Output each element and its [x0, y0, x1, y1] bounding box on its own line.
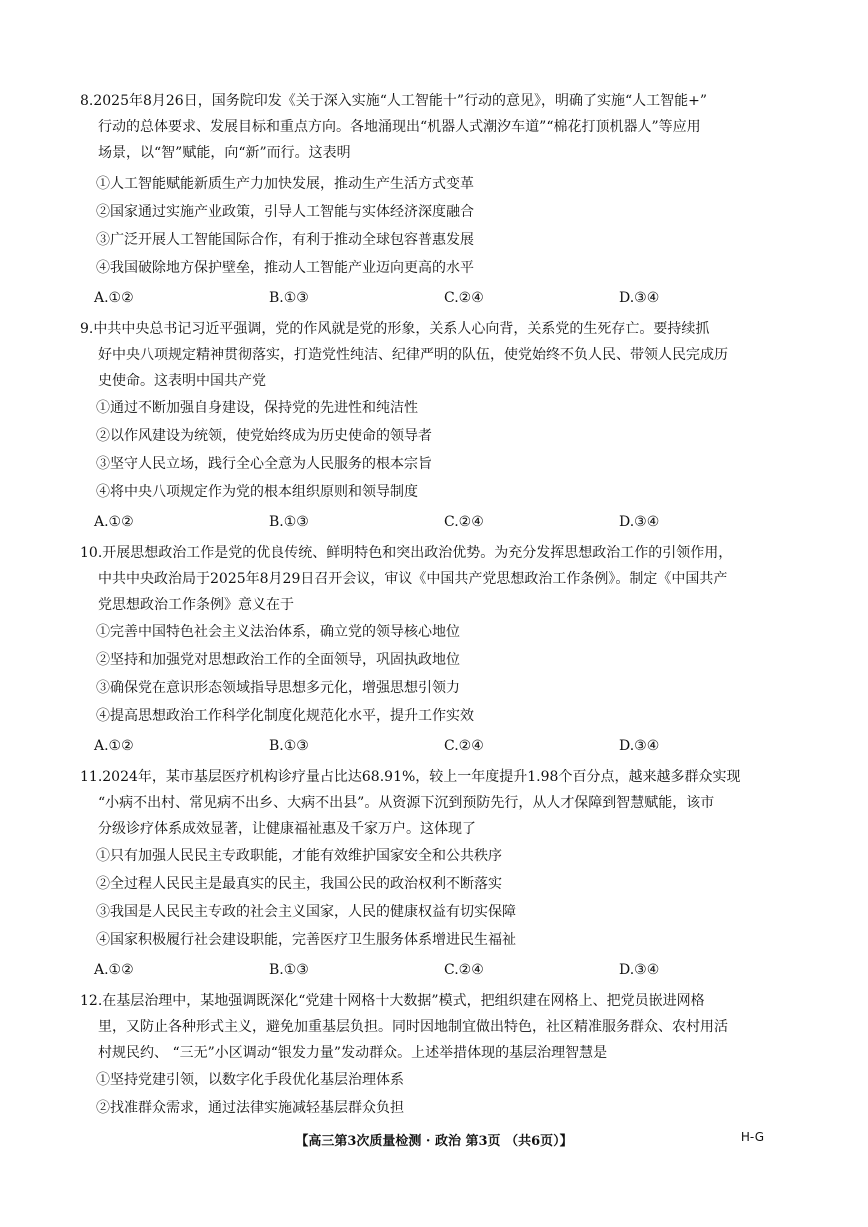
- answer-choices: [80, 508, 794, 536]
- question-8: [80, 88, 794, 312]
- page-footer: 【高三第3次质量检测 · 政治 第3页 （共6页）】: [295, 1134, 573, 1149]
- option-1: ①完善中国特色社会主义法治体系，确立党的领导核心地位: [96, 624, 460, 640]
- option-3: ③广泛开展人工智能国际合作，有利于推动全球包容普惠发展: [96, 232, 474, 248]
- stem-line: 分级诊疗体系成效显著，让健康福祉惠及千家万户。这体现了: [98, 821, 476, 837]
- choice-d: D.③④: [619, 514, 660, 530]
- stem-line: 里，又防止各种形式主义，避免加重基层负担。同时因地制宜做出特色，社区精准服务群众、农村用活: [98, 1019, 728, 1035]
- choice-d: D.③④: [619, 290, 660, 306]
- option-2: ②全过程人民民主是最真实的民主，我国公民的政治权利不断落实: [96, 876, 502, 892]
- option-3: ③坚守人民立场，践行全心全意为人民服务的根本宗旨: [96, 456, 432, 472]
- stem-line: 行动的总体要求、发展目标和重点方向。各地涌现出“机器人式潮汐车道”“棉花打顶机器人”等应用: [98, 119, 701, 135]
- stem-line: 好中央八项规定精神贯彻落实，打造党性纯洁、纪律严明的队伍，使党始终不负人民、带领人民完成历: [98, 347, 728, 363]
- question-stem: [80, 316, 794, 394]
- answer-choices: [80, 732, 794, 760]
- choice-c: C.②④: [444, 962, 484, 978]
- stem-line: 场景，以“智”赋能，向“新”而行。这表明: [98, 145, 351, 161]
- option-4: ④我国破除地方保护壁垒，推动人工智能产业迈向更高的水平: [96, 260, 474, 276]
- choice-b: B.①③: [269, 290, 309, 306]
- choice-d: D.③④: [619, 738, 660, 754]
- stem-line: 史使命。这表明中国共产党: [98, 373, 266, 389]
- option-1: ①只有加强人民民主专政职能，才能有效维护国家安全和公共秩序: [96, 848, 502, 864]
- stem-line: 村规民约、 “三无”小区调动“银发力量”发动群众。上述举措体现的基层治理智慧是: [98, 1045, 608, 1061]
- stem-line: 中共中央政治局于2025年8月29日召开会议，审议《中国共产党思想政治工作条例》。制定《中国共产: [98, 571, 728, 587]
- choice-a: A.①②: [94, 738, 134, 754]
- option-2: ②找准群众需求，通过法律实施减轻基层群众负担: [96, 1100, 404, 1116]
- option-4: ④国家积极履行社会建设职能，完善医疗卫生服务体系增进民生福祉: [96, 932, 516, 948]
- stem-line: 12.在基层治理中，某地强调既深化“党建十网格十大数据”模式，把组织建在网格上、把党员嵌进网格: [80, 993, 705, 1009]
- choice-b: B.①③: [269, 738, 309, 754]
- choice-b: B.①③: [269, 962, 309, 978]
- choice-c: C.②④: [444, 514, 484, 530]
- choice-a: A.①②: [94, 962, 134, 978]
- answer-choices: [80, 956, 794, 984]
- choice-b: B.①③: [269, 514, 309, 530]
- question-10: [80, 540, 794, 760]
- option-4: ④提高思想政治工作科学化制度化规范化水平，提升工作实效: [96, 708, 474, 724]
- option-1: ①人工智能赋能新质生产力加快发展，推动生产生活方式变革: [96, 176, 474, 192]
- option-2: ②坚持和加强党对思想政治工作的全面领导，巩固执政地位: [96, 652, 460, 668]
- stem-line: 8.2025年8月26日，国务院印发《关于深入实施“人工智能十”行动的意见》，明确了实施“人工智能+”: [80, 93, 708, 109]
- option-3: ③确保党在意识形态领域指导思想多元化，增强思想引领力: [96, 680, 460, 696]
- answer-choices: [80, 284, 794, 312]
- option-1: ①坚持党建引领，以数字化手段优化基层治理体系: [96, 1072, 404, 1088]
- stem-line: 9.中共中央总书记习近平强调，党的作风就是党的形象，关系人心向背，关系党的生死存亡。要持续抓: [80, 321, 710, 337]
- question-12: [80, 988, 794, 1122]
- option-2: ②国家通过实施产业政策，引导人工智能与实体经济深度融合: [96, 204, 474, 220]
- choice-a: A.①②: [94, 290, 134, 306]
- question-9: [80, 316, 794, 536]
- choice-c: C.②④: [444, 738, 484, 754]
- stem-line: “小病不出村、常见病不出乡、大病不出县”。从资源下沉到预防先行，从人才保障到智慧赋能，该市: [98, 795, 715, 811]
- question-stem: [80, 88, 794, 166]
- option-1: ①通过不断加强自身建设，保持党的先进性和纯洁性: [96, 400, 418, 416]
- option-2: ②以作风建设为统领，使党始终成为历史使命的领导者: [96, 428, 432, 444]
- choice-c: C.②④: [444, 290, 484, 306]
- question-11: [80, 764, 794, 984]
- choice-a: A.①②: [94, 514, 134, 530]
- stem-line: 11.2024年，某市基层医疗机构诊疗量占比达68.91%，较上一年度提升1.98个百分点，越来越多群众实现: [80, 769, 741, 785]
- choice-d: D.③④: [619, 962, 660, 978]
- stem-line: 10.开展思想政治工作是党的优良传统、鲜明特色和突出政治优势。为充分发挥思想政治工作的引领作用，: [80, 545, 733, 561]
- question-stem: [80, 764, 794, 842]
- question-stem: [80, 540, 794, 618]
- stem-line: 党思想政治工作条例》意义在于: [98, 597, 294, 613]
- option-3: ③我国是人民民主专政的社会主义国家，人民的健康权益有切实保障: [96, 904, 516, 920]
- option-4: ④将中央八项规定作为党的根本组织原则和领导制度: [96, 484, 418, 500]
- paper-code: H-G: [740, 1130, 764, 1144]
- question-stem: [80, 988, 794, 1066]
